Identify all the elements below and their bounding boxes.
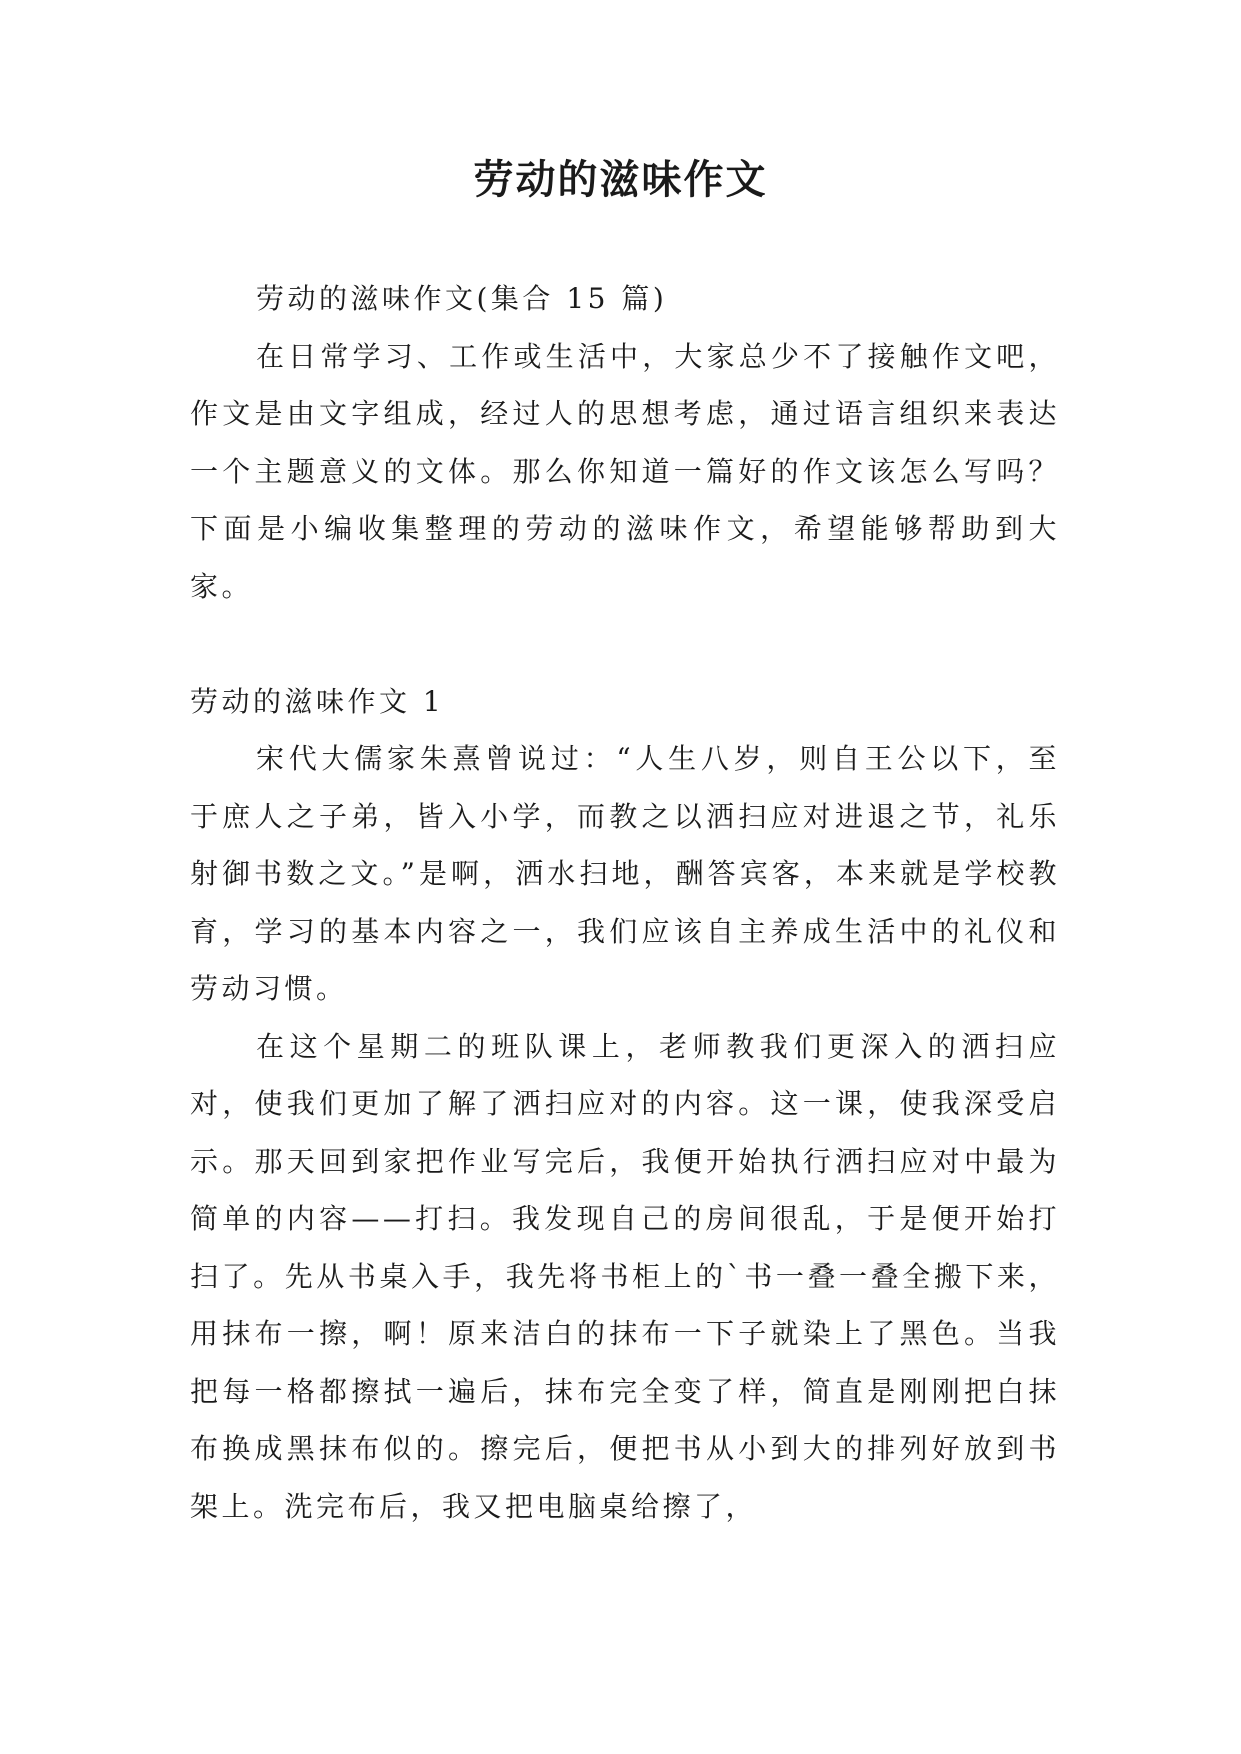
body-paragraph: 宋代大儒家朱熹曾说过：“人生八岁，则自王公以下，至于庶人之子弟，皆入小学，而教之以洒扫应对进退之节，礼乐射御书数之文。”是啊，洒水扫地，酬答宾客，本来就是学校教育，学习的基本内容之一，我们应该自主养成生活中的礼仪和劳动习惯。 [190, 742, 1060, 1005]
section-heading: 劳动的滋味作文 1 [190, 684, 445, 718]
body-paragraph: 在这个星期二的班队课上，老师教我们更深入的洒扫应对，使我们更加了解了洒扫应对的内容。这一课，使我深受启示。那天回到家把作业写完后，我便开始执行洒扫应对中最为简单的内容——打扫。我发现自己的房间很乱，于是便开始打扫了。先从书桌入手，我先将书柜上的`书一叠一叠全搬下来，用抹布一擦，啊！原来洁白的抹布一下子就染上了黑色。当我把每一格都擦拭一遍后，抹布完全变了样，简直是刚刚把白抹布换成黑抹布似的。擦完后，便把书从小到大的排列好放到书架上。洗完布后，我又把电脑桌给擦了， [190, 1029, 1060, 1523]
intro-paragraph: 在日常学习、工作或生活中，大家总少不了接触作文吧，作文是由文字组成，经过人的思想考虑，通过语言组织来表达一个主题意义的文体。那么你知道一篇好的作文该怎么写吗？下面是小编收集整理的劳动的滋味作文，希望能够帮助到大家。 [190, 339, 1060, 603]
document-title: 劳动的滋味作文 [473, 156, 768, 203]
document-subtitle: 劳动的滋味作文(集合 15 篇) [256, 282, 668, 315]
document-body [190, 270, 1060, 1535]
